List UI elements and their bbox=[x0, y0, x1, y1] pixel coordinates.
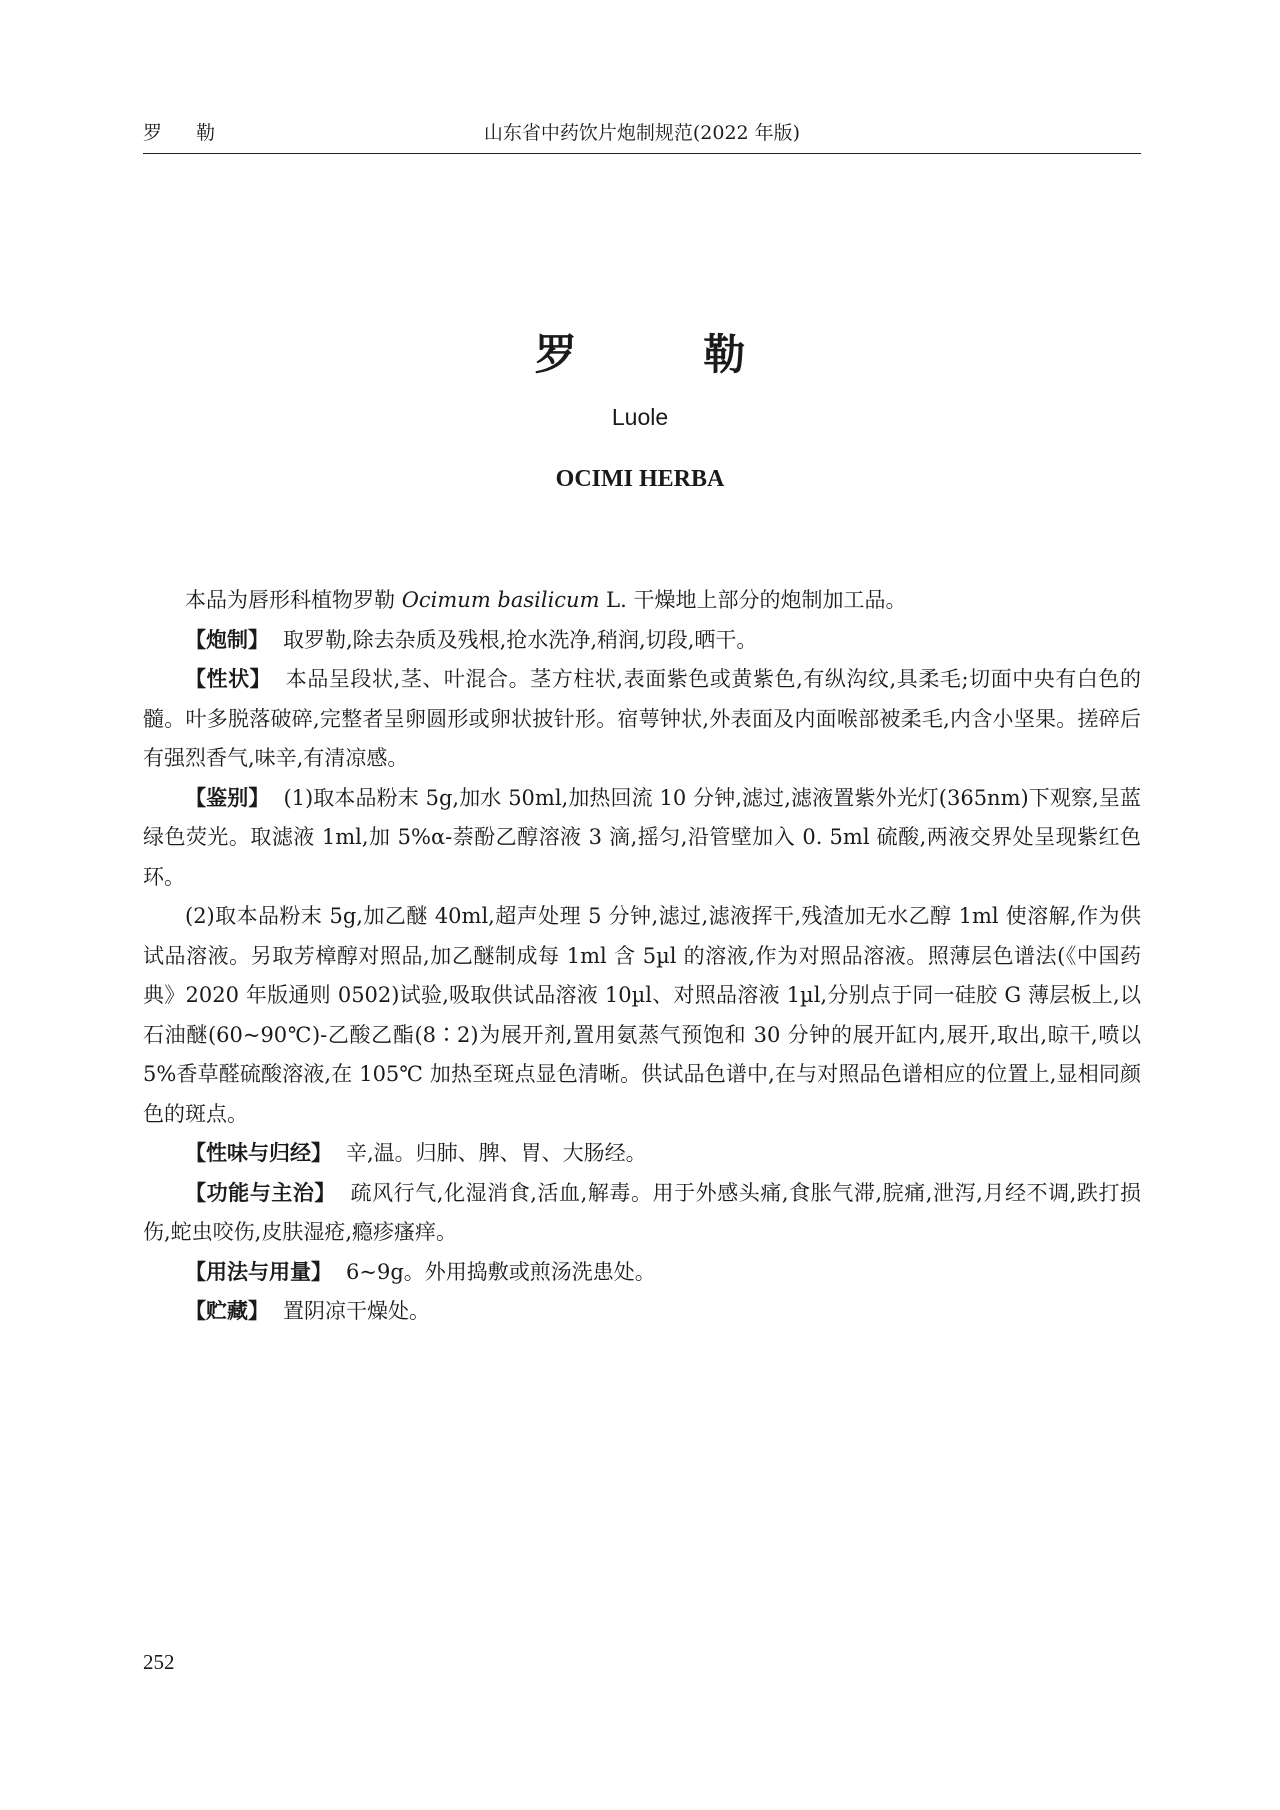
section-label-identification: 【鉴别】 bbox=[185, 785, 270, 810]
header-book-title: 山东省中药饮片炮制规范(2022 年版) bbox=[483, 122, 801, 144]
section-label-processing: 【炮制】 bbox=[185, 627, 269, 652]
section-label-functions: 【功能与主治】 bbox=[185, 1180, 336, 1205]
section-text-nature: 辛,温。归肺、脾、胃、大肠经。 bbox=[346, 1141, 647, 1165]
section-label-nature: 【性味与归经】 bbox=[185, 1141, 332, 1165]
entry-title: 罗 勒 bbox=[534, 330, 802, 379]
section-dosage bbox=[143, 1253, 1141, 1293]
section-label-storage: 【贮藏】 bbox=[185, 1299, 269, 1323]
section-identification-2 bbox=[143, 897, 1141, 1134]
entry-pinyin: Luole bbox=[611, 404, 669, 430]
section-storage bbox=[143, 1292, 1141, 1332]
section-identification bbox=[143, 779, 1141, 898]
intro-paragraph bbox=[143, 581, 1141, 621]
section-label-dosage: 【用法与用量】 bbox=[185, 1259, 332, 1284]
page-number: 252 bbox=[143, 1650, 175, 1674]
section-text-characters: 本品呈段状,茎、叶混合。茎方柱状,表面紫色或黄紫色,有纵沟纹,具柔毛;切面中央有白色的髓。叶多脱落破碎,完整者呈卵圆形或卵状披针形。宿萼钟状,外表面及内面喉部被柔毛,内含小坚果。搓碎后有强烈香气,味辛,有清凉感。 bbox=[143, 667, 1141, 770]
monograph-body bbox=[143, 581, 1141, 1332]
intro-text-post: L. 干燥地上部分的炮制加工品。 bbox=[599, 588, 907, 612]
species-name: Ocimum basilicum bbox=[401, 588, 600, 612]
section-label-characters: 【性状】 bbox=[185, 667, 272, 691]
running-header bbox=[143, 118, 1141, 148]
section-characters bbox=[143, 660, 1141, 779]
section-functions bbox=[143, 1174, 1141, 1253]
intro-text-pre: 本品为唇形科植物罗勒 bbox=[185, 588, 395, 612]
section-text-functions: 疏风行气,化湿消食,活血,解毒。用于外感头痛,食胀气滞,脘痛,泄泻,月经不调,跌打损伤,蛇虫咬伤,皮肤湿疮,瘾疹瘙痒。 bbox=[143, 1180, 1142, 1244]
section-text-storage: 置阴凉干燥处。 bbox=[283, 1299, 430, 1323]
header-rule bbox=[143, 153, 1141, 154]
section-text-processing: 取罗勒,除去杂质及残根,抢水洗净,稍润,切段,晒干。 bbox=[283, 627, 758, 652]
section-processing bbox=[143, 621, 1141, 661]
section-nature bbox=[143, 1134, 1141, 1174]
header-entry-name: 罗 勒 bbox=[143, 122, 230, 144]
entry-latin-name: OCIMI HERBA bbox=[555, 466, 725, 492]
section-text-identification-2: (2)取本品粉末 5g,加乙醚 40ml,超声处理 5 分钟,滤过,滤液挥干,残渣加无水乙醇 1ml 使溶解,作为供试品溶液。另取芳樟醇对照品,加乙醚制成每 1ml 含 5µl 的溶液,作为对照品溶液。照薄层色谱法(《中国药典》2020 年版通则 0502)试验,吸取供试品溶液 10µl、对照品溶液 1µl,分别点于同一硅胶 G 薄层板上,以石油醚(60~90℃)-乙酸乙酯(8∶2)为展开剂,置用氨蒸气预饱和 30 分钟的展开缸内,展开,取出,晾干,喷以 5%香草醛硫酸溶液,在 105℃ 加热至斑点显色清晰。供试品色谱中,在与对照品色谱相应的位置上,显相同颜色的斑点。 bbox=[143, 904, 1141, 1126]
section-text-dosage: 6~9g。外用捣敷或煎汤洗患处。 bbox=[346, 1259, 656, 1284]
section-text-identification-1: (1)取本品粉末 5g,加水 50ml,加热回流 10 分钟,滤过,滤液置紫外光灯(365nm)下观察,呈蓝绿色荧光。取滤液 1ml,加 5%α-萘酚乙醇溶液 3 滴,摇匀,沿管壁加入 0. 5ml 硫酸,两液交界处呈现紫红色环。 bbox=[143, 785, 1142, 889]
